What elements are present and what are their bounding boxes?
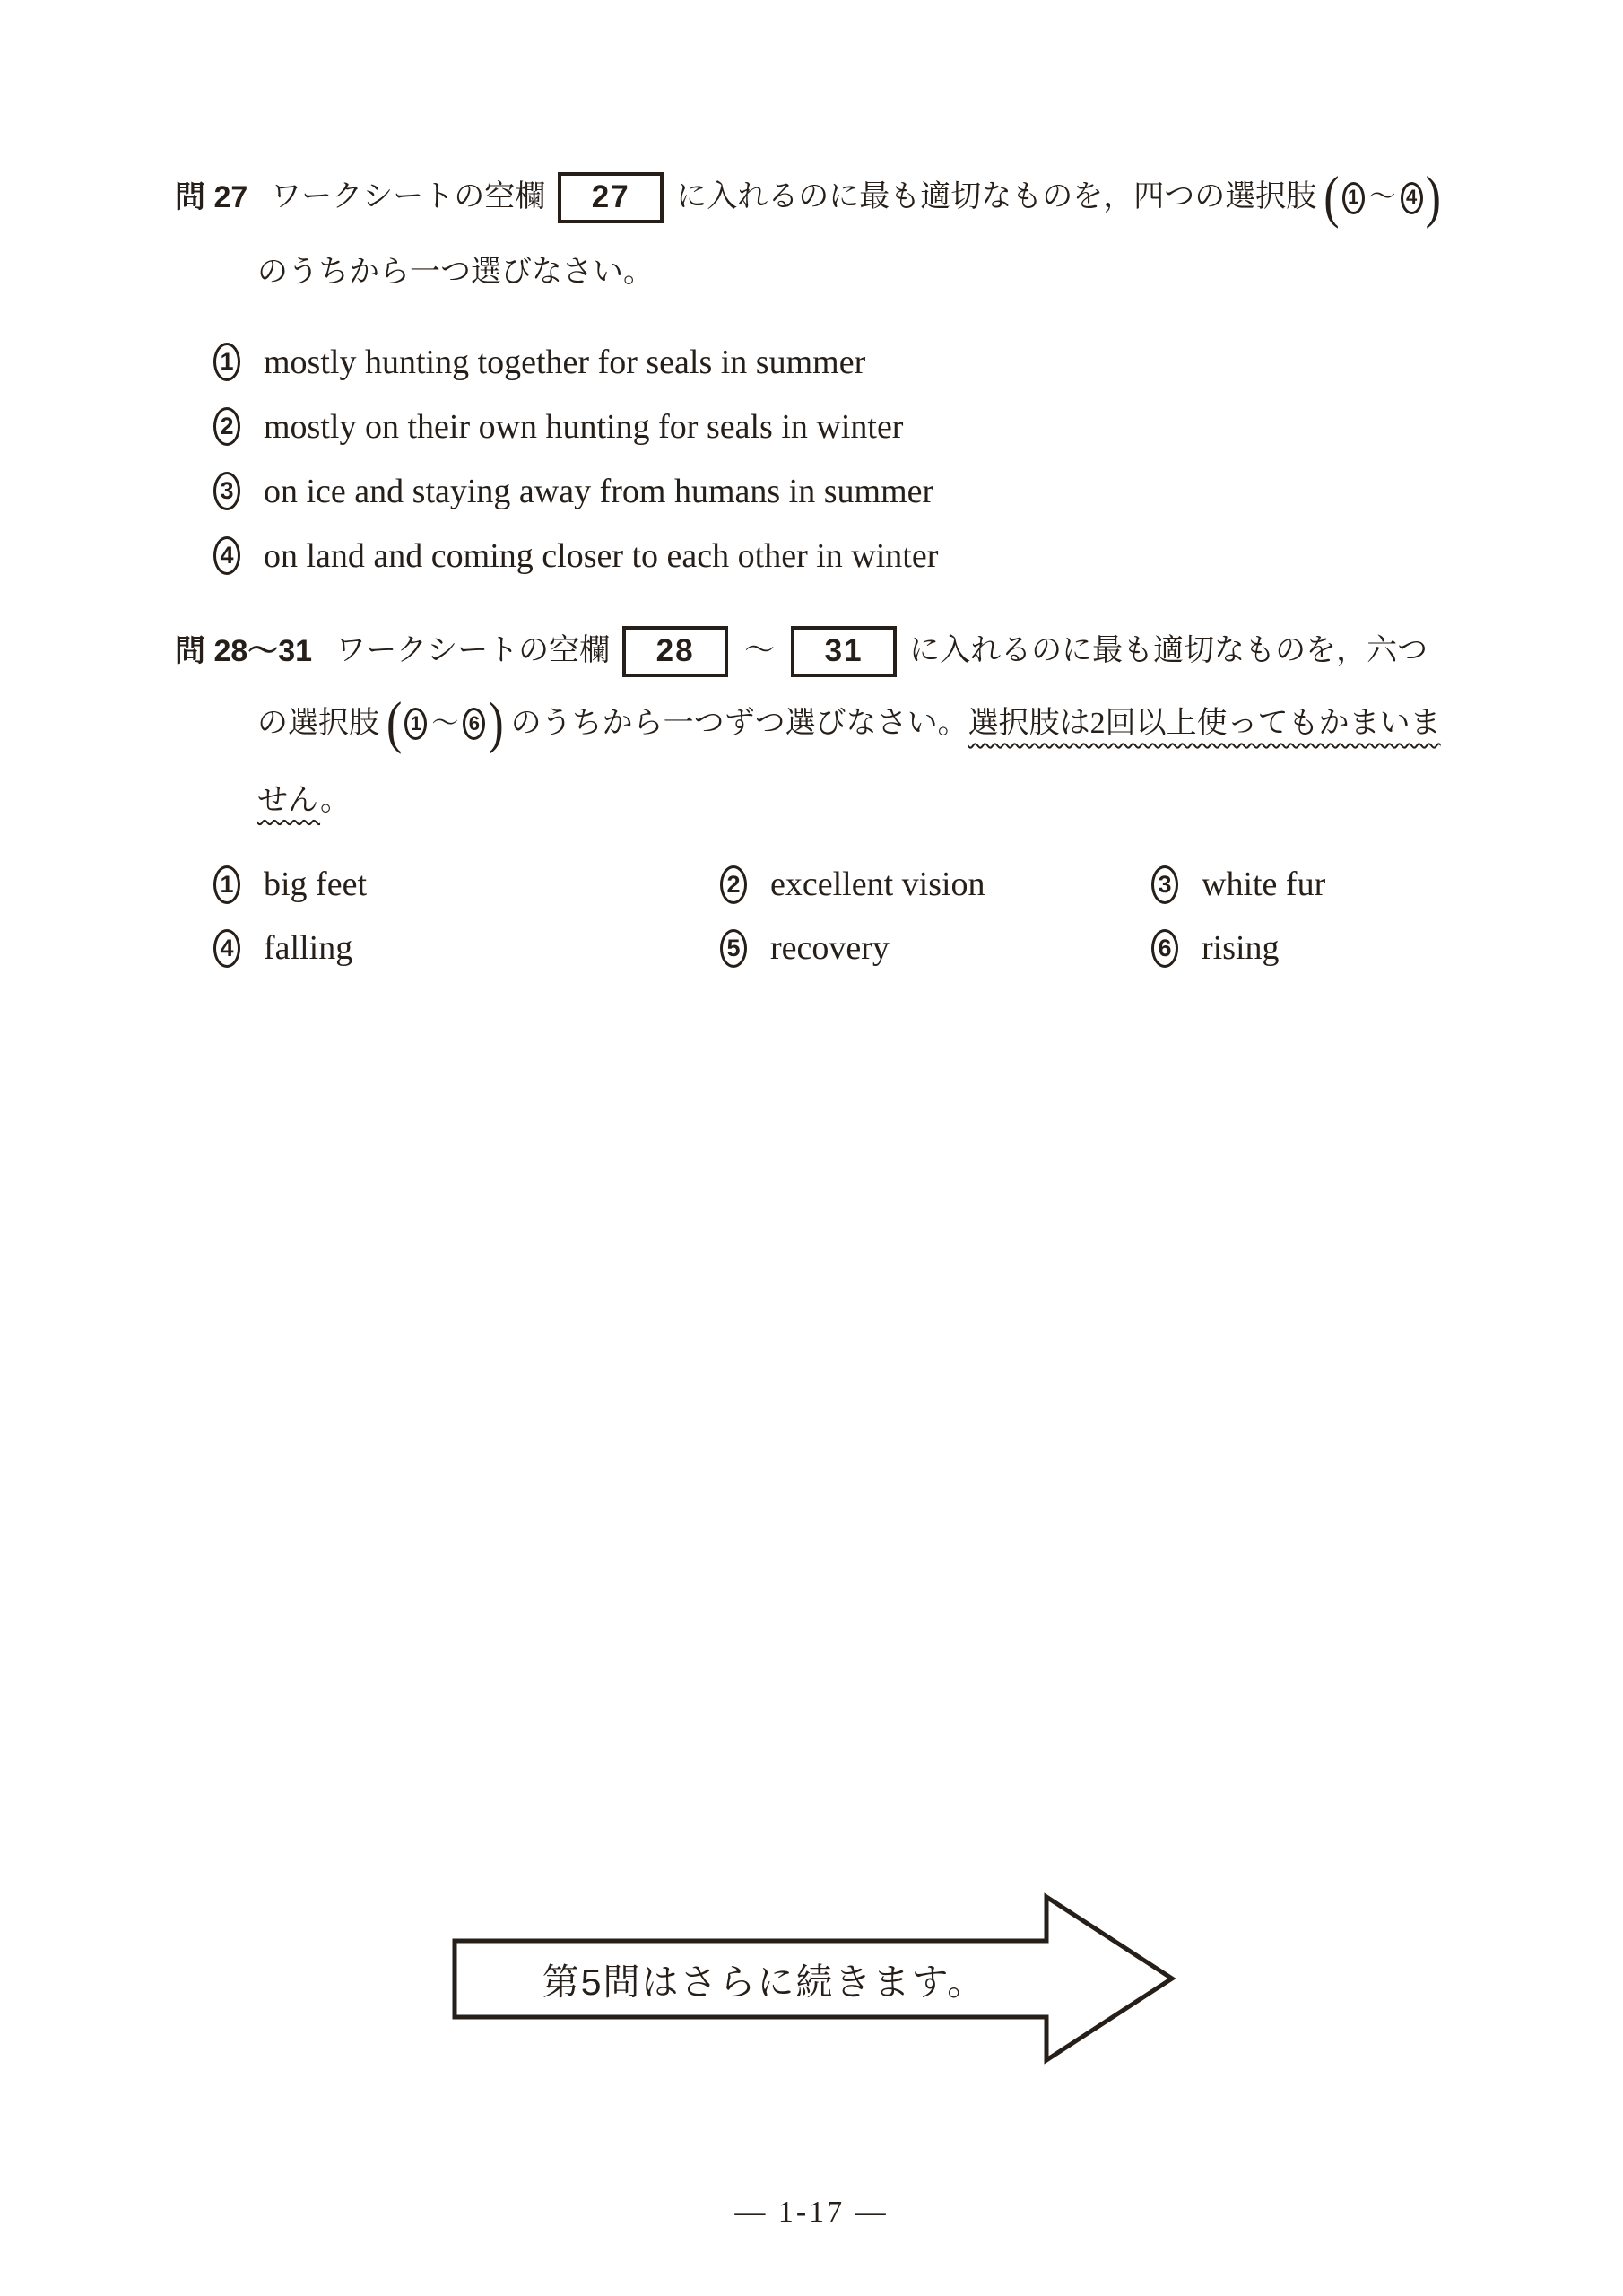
option-row-1 [213, 865, 720, 904]
option-text: rising [1202, 929, 1280, 968]
question-28-31-prompt-line1 [175, 626, 1538, 677]
question-28-31-prompt-postbox: に入れるのに最も適切なものを，六つ [909, 634, 1428, 668]
continuation-arrow [450, 1889, 1176, 2068]
option-row-1 [213, 343, 1502, 381]
option-row-2 [720, 865, 1151, 904]
option-text: on ice and staying away from humans in summer [264, 472, 934, 510]
reuse-allowed-text: 選択肢は2回以上使ってもかまいま [968, 707, 1441, 740]
option-row-5 [720, 929, 1151, 968]
option-row-3 [1151, 865, 1538, 904]
circled-1-icon: 1 [1342, 182, 1365, 214]
option-text: white fur [1202, 865, 1326, 904]
option-text: mostly on their own hunting for seals in winter [264, 407, 904, 446]
choice-range-1-4: ( 1 〜 4 ) [1324, 165, 1441, 230]
circled-6-icon: 6 [1151, 929, 1178, 968]
option-text: recovery [770, 929, 890, 968]
circled-5-icon: 5 [720, 929, 747, 968]
circled-2-icon: 2 [720, 865, 747, 904]
question-27-label: 問 27 [175, 180, 248, 215]
circled-4-icon: 4 [213, 929, 240, 968]
reuse-allowed-text-continued: せん [257, 783, 321, 817]
option-text: excellent vision [770, 865, 985, 904]
question-28-31-section [175, 626, 1538, 968]
answer-box-31: 31 [791, 626, 897, 677]
circled-1-icon: 1 [213, 865, 240, 904]
tilde: 〜 [1368, 182, 1396, 213]
question-28-31-label: 問 28〜31 [175, 634, 313, 669]
circled-1-icon: 1 [213, 343, 240, 381]
page-number: — 1-17 — [734, 2196, 889, 2229]
question-28-31-prompt-line2 [257, 691, 1538, 756]
question-27-section [175, 165, 1502, 601]
choice-range-1-6: ( 1 〜 6 ) [386, 691, 504, 756]
option-text: mostly hunting together for seals in summer [264, 343, 866, 381]
option-row-4 [213, 536, 1502, 575]
option-row-2 [213, 407, 1502, 446]
circled-3-icon: 3 [1151, 865, 1178, 904]
option-row-6 [1151, 929, 1538, 968]
question-27-prompt-postbox: に入れるのに最も適切なものを，四つの選択肢 [676, 180, 1317, 214]
question-27-prompt-line2: のうちから一つ選びなさい。 [257, 256, 654, 289]
tilde: 〜 [431, 709, 459, 739]
question-28-31-prompt-line3 [257, 775, 1538, 819]
question-28-31-prompt-prebox: ワークシートの空欄 [335, 634, 611, 668]
answer-box-28: 28 [622, 626, 728, 677]
question-27-prompt-prebox: ワークシートの空欄 [271, 180, 546, 214]
period: 。 [320, 783, 352, 817]
option-text: falling [264, 929, 353, 968]
option-text: big feet [264, 865, 368, 904]
option-row-4 [213, 929, 720, 968]
answer-box-27: 27 [558, 172, 664, 223]
option-row-3 [213, 472, 1502, 510]
circled-6-icon: 6 [463, 708, 485, 740]
question-28-31-options [213, 865, 1538, 968]
circled-4-icon: 4 [1401, 182, 1423, 214]
option-text: on land and coming closer to each other in winter [264, 536, 939, 575]
choices-text: の選択肢 [257, 707, 379, 740]
circled-3-icon: 3 [213, 472, 240, 510]
circled-2-icon: 2 [213, 407, 240, 446]
circled-1-icon: 1 [404, 708, 427, 740]
continuation-arrow-label: 第5問はさらに続きます。 [542, 1961, 986, 2003]
circled-4-icon: 4 [213, 536, 240, 575]
choose-one-each-text: のうちから一つずつ選びなさい。 [510, 707, 968, 740]
question-27-options [213, 343, 1502, 575]
tilde: 〜 [744, 634, 776, 668]
question-27-prompt-line1 [175, 165, 1502, 230]
